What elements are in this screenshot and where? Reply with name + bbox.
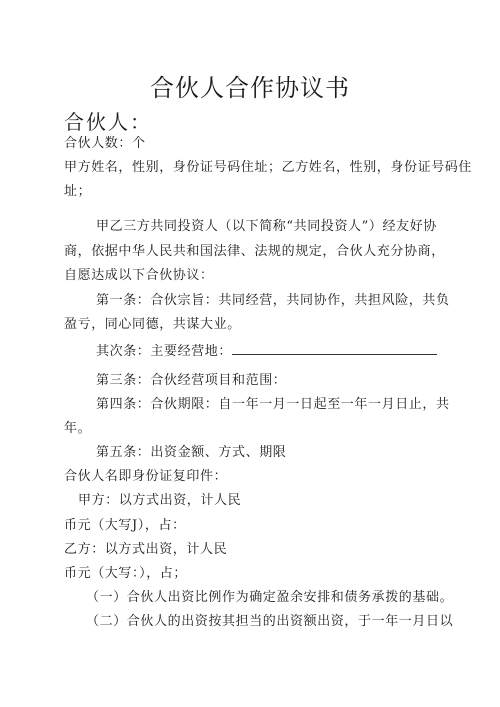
intro-line-2: 商，依据中华人民共和国法律、法规的规定，合伙人充分协商， xyxy=(64,244,445,259)
section-heading-partners: 合伙人： xyxy=(64,110,152,134)
article-1-line-1: 第一条：合伙宗旨：共同经营，共同协作，共担风险，共负 xyxy=(96,293,450,308)
intro-line-1: 甲乙三方共同投资人（以下简称“共同投资人”）经友好协 xyxy=(96,219,437,234)
partner-count-line: 合伙人数：个 xyxy=(64,136,146,151)
party-b-line-2: 币元（大写：），占； xyxy=(64,566,188,581)
article-3-line: 第三条：合伙经营项目和范围： xyxy=(96,373,287,388)
party-b-line-1: 乙方：以方式出资，计人民 xyxy=(64,542,228,557)
article-1-line-2: 盈亏，同心同德，共谋大业。 xyxy=(64,317,241,332)
clause-1-line: （一）合伙人出资比例作为确定盈余安排和债务承拨的基础。 xyxy=(86,590,454,605)
party-info-line-2: 址； xyxy=(64,184,92,199)
intro-line-3: 自愿达成以下合伙协议： xyxy=(64,268,214,283)
clause-2-line: （二）合伙人的出资按其担当的出资额出资，于一年一月日以 xyxy=(86,614,454,629)
article-2-line xyxy=(96,342,437,358)
article-2-blank-underline xyxy=(232,342,437,355)
party-info-line-1: 甲方姓名，性别，身份证号码住址；乙方姓名，性别，身份证号码住 xyxy=(64,160,473,175)
document-title: 合伙人合作协议书 xyxy=(150,74,350,102)
article-4-line-2: 年。 xyxy=(64,421,92,436)
article-2-text: 其次条：主要经营地： xyxy=(96,344,233,359)
id-copy-line: 合伙人名即身份证复印件： xyxy=(64,469,228,484)
article-4-line-1: 第四条：合伙期限：自一年一月一日起至一年一月日止，共 xyxy=(96,397,450,412)
article-5-line: 第五条：出资金额、方式、期限 xyxy=(96,445,287,460)
party-a-line-1: 甲方：以方式出资，计人民 xyxy=(78,493,242,508)
party-a-line-2: 币元（大写J），占： xyxy=(64,518,186,533)
